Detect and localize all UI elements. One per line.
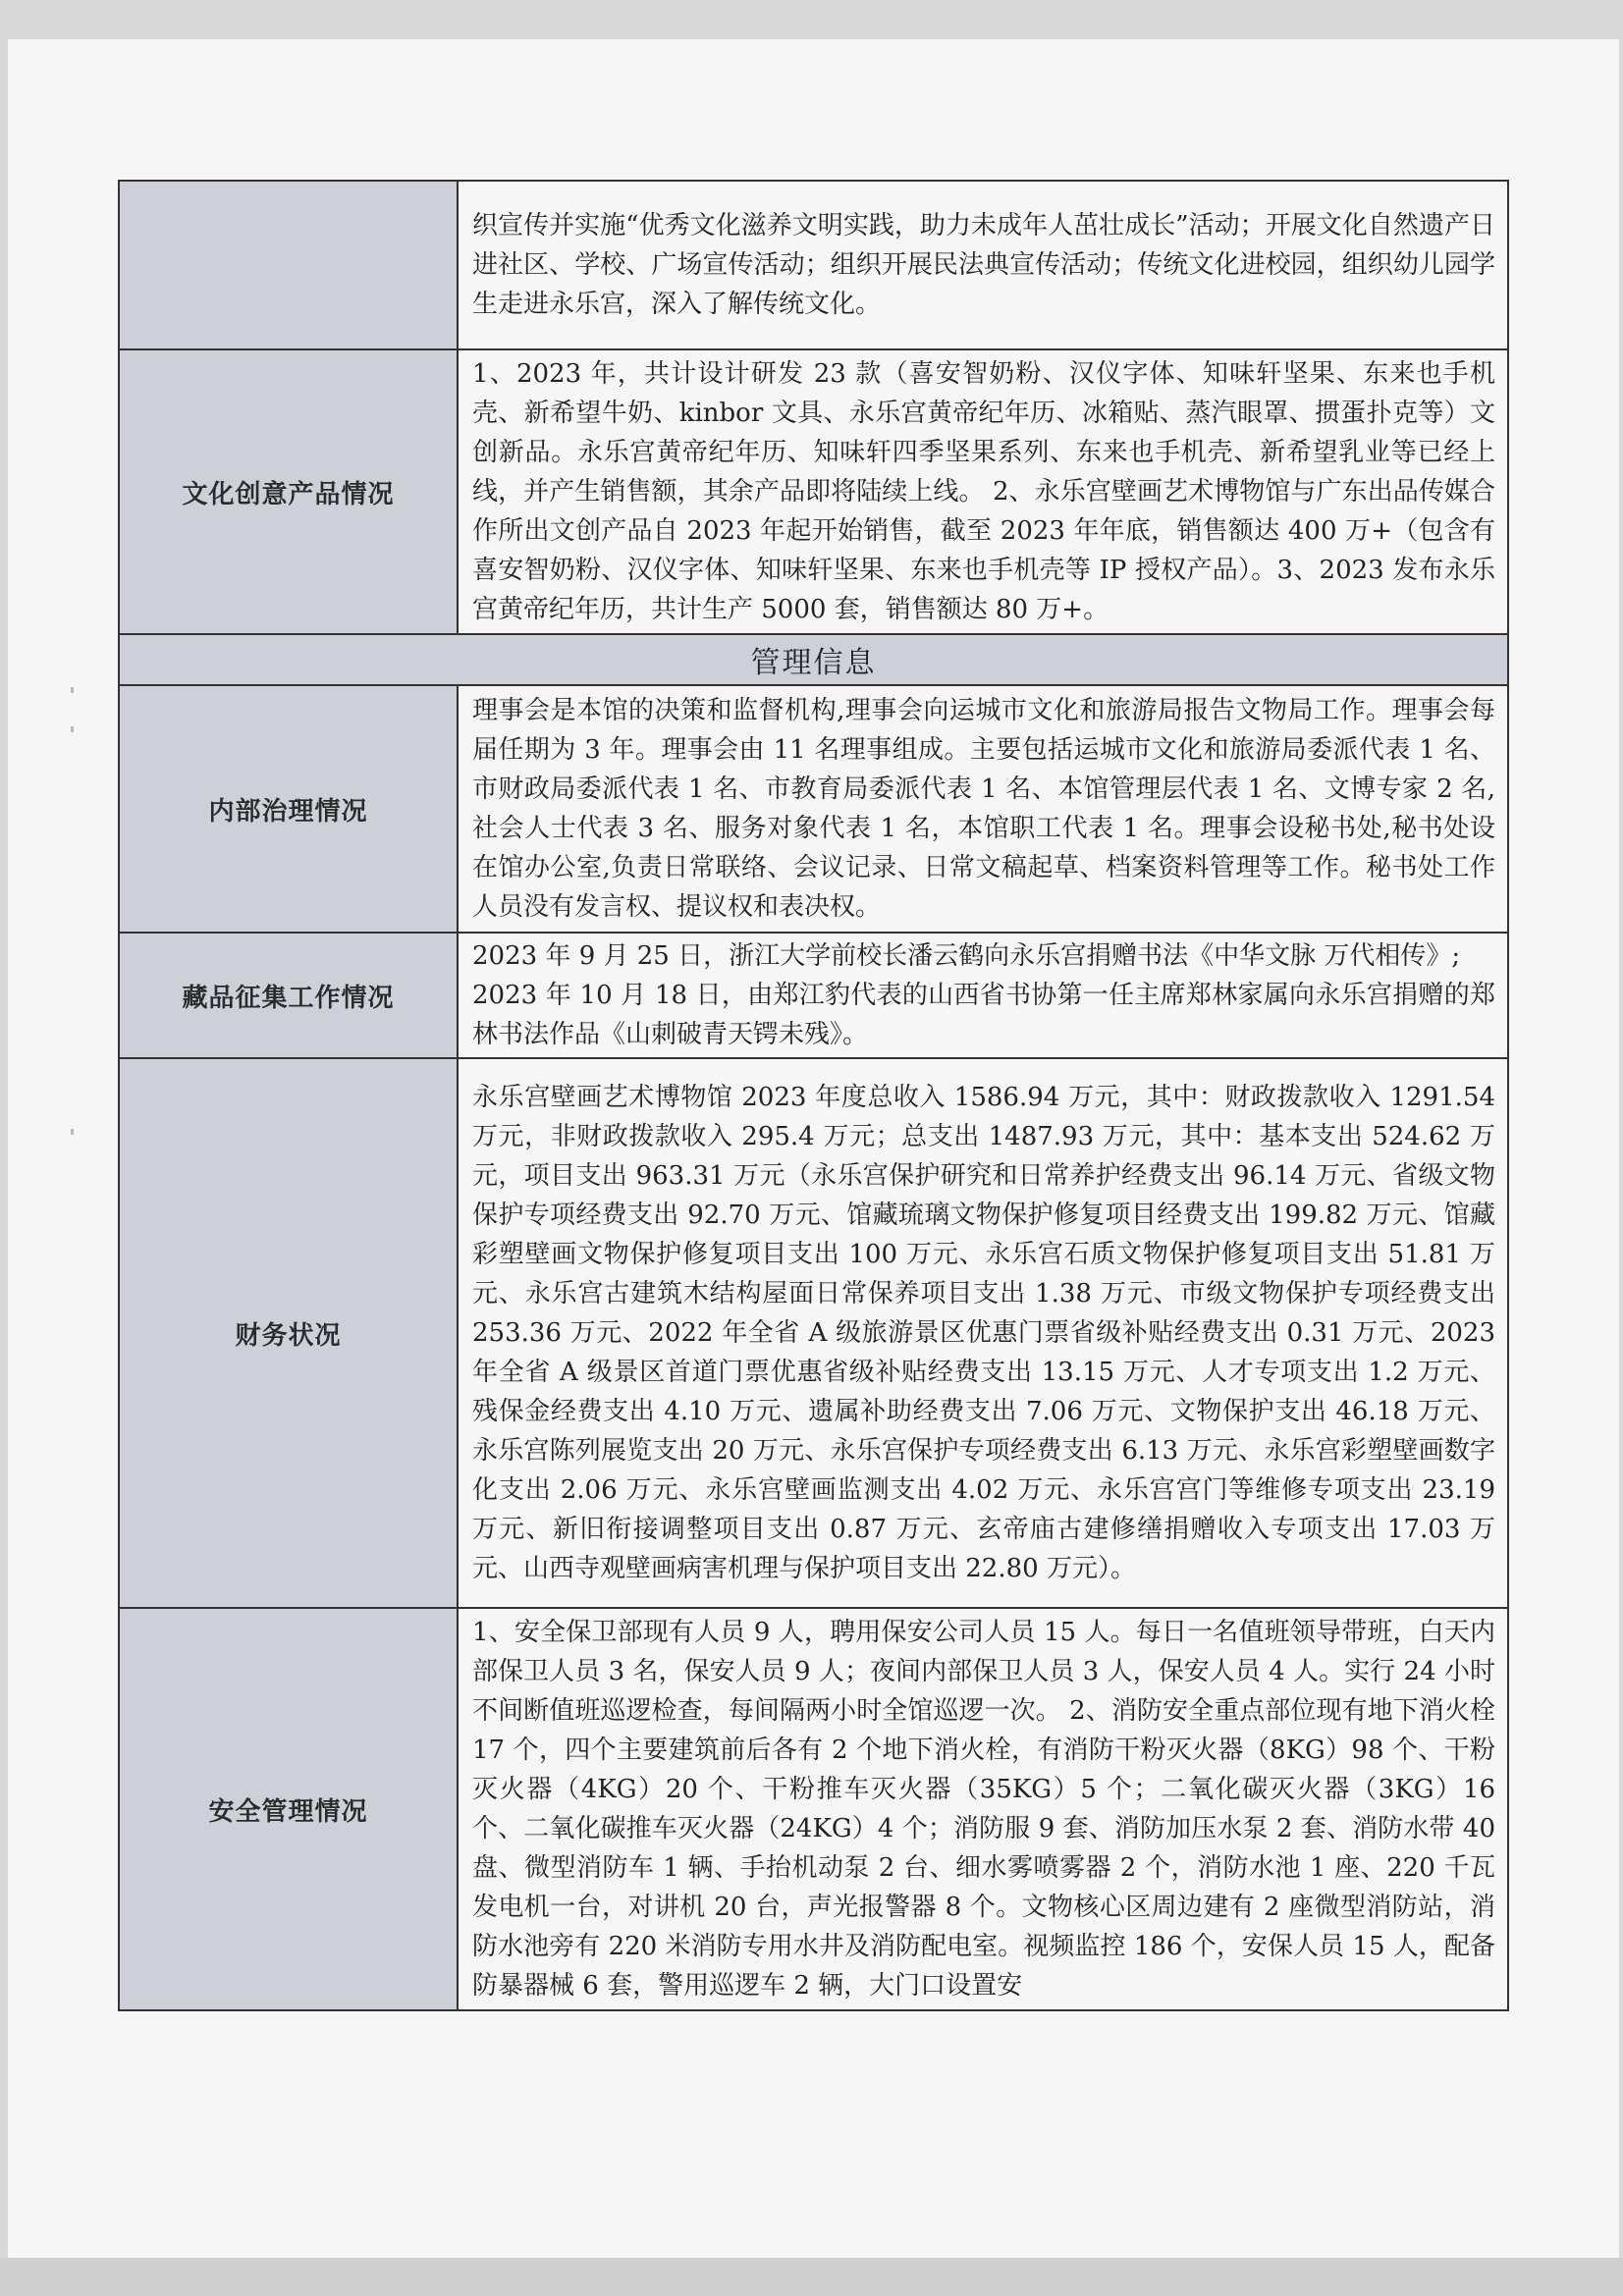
info-table (118, 180, 1509, 2011)
content-paragraph: 2023 年 10 月 18 日，由郑江豹代表的山西省书协第一任主席郑林家属向永乐宫捐赠的郑林书法作品《山刺破青天锷未残》。 (472, 981, 1495, 1049)
row-content (458, 1058, 1508, 1608)
scan-bottom-edge (0, 2258, 1623, 2296)
row-content (458, 685, 1508, 933)
section-header-row (119, 634, 1508, 685)
section-title: 管理信息 (119, 634, 1508, 685)
table-row (119, 349, 1508, 634)
row-label: 安全管理情况 (119, 1608, 458, 2010)
row-label: 文化创意产品情况 (119, 349, 458, 634)
content-paragraph: 1、2023 年，共计设计研发 23 款（喜安智奶粉、汉仪字体、知味轩坚果、东来也手机壳、新希望牛奶、kinbor 文具、永乐宫黄帝纪年历、冰箱贴、蒸汽眼罩、掼蛋扑克等）文创新品。永乐宫黄帝纪年历、知味轩四季坚果系列、东来也手机壳、新希望乳业等已经上线，并产生销售额，其余产品即将陆续上线。 2、永乐宫壁画艺术博物馆与广东出品传媒合作所出文创产品自 2023 年起开始销售，截至 2023 年年底，销售额达 400 万+（包含有喜安智奶粉、汉仪字体、知味轩坚果、东来也手机壳等 IP 授权产品）。3、2023 发布永乐宫黄帝纪年历，共计生产 5000 套，销售额达 80 万+。 (472, 359, 1495, 624)
scan-speck (71, 726, 74, 732)
content-paragraph: 1、安全保卫部现有人员 9 人，聘用保安公司人员 15 人。每日一名值班领导带班，白天内部保卫人员 3 名，保安人员 9 人；夜间内部保卫人员 3 人，保安人员 4 人。实行 24 小时不间断值班巡逻检查，每间隔两小时全馆巡逻一次。 2、消防安全重点部位现有地下消火栓 17 个，四个主要建筑前后各有 2 个地下消火栓，有消防干粉灭火器（8KG）98 个、干粉灭火器（4KG）20 个、干粉推车灭火器（35KG）5 个；二氧化碳灭火器（3KG）16 个、二氧化碳推车灭火器（24KG）4 个；消防服 9 套、消防加压水泵 2 套、消防水带 40 盘、微型消防车 1 辆、手抬机动泵 2 台、细水雾喷雾器 2 个，消防水池 1 座、220 千瓦发电机一台，对讲机 20 台，声光报警器 8 个。文物核心区周边建有 2 座微型消防站，消防水池旁有 220 米消防专用水井及消防配电室。视频监控 186 个，安保人员 15 人，配备防暴器械 6 套，警用巡逻车 2 辆，大门口设置安 (472, 1618, 1495, 2001)
content-paragraph: 织宣传并实施“优秀文化滋养文明实践，助力未成年人茁壮成长”活动；开展文化自然遗产日进社区、学校、广场宣传活动；组织开展民法典宣传活动；传统文化进校园，组织幼儿园学生走进永乐宫，深入了解传统文化。 (472, 211, 1495, 319)
row-content (458, 1608, 1508, 2010)
row-label (119, 181, 458, 349)
scan-speck (71, 1129, 74, 1135)
row-label: 内部治理情况 (119, 685, 458, 933)
content-paragraph: 理事会是本馆的决策和监督机构,理事会向运城市文化和旅游局报告文物局工作。理事会每届任期为 3 年。理事会由 11 名理事组成。主要包括运城市文化和旅游局委派代表 1 名、市财政局委派代表 1 名、市教育局委派代表 1 名、本馆管理层代表 1 名、文博专家 2 名,社会人士代表 3 名、服务对象代表 1 名，本馆职工代表 1 名。理事会设秘书处,秘书处设在馆办公室,负责日常联络、会议记录、日常文稿起草、档案资料管理等工作。秘书处工作人员没有发言权、提议权和表决权。 (472, 696, 1495, 922)
scan-speck (71, 687, 74, 693)
content-paragraph: 2023 年 9 月 25 日，浙江大学前校长潘云鹤向永乐宫捐赠书法《中华文脉 万代相传》; (472, 941, 1461, 971)
row-label: 藏品征集工作情况 (119, 933, 458, 1058)
row-content (458, 349, 1508, 634)
row-content (458, 933, 1508, 1058)
table-row (119, 685, 1508, 933)
row-content (458, 181, 1508, 349)
row-label: 财务状况 (119, 1058, 458, 1608)
content-paragraph: 永乐宫壁画艺术博物馆 2023 年度总收入 1586.94 万元，其中：财政拨款收入 1291.54 万元，非财政拨款收入 295.4 万元；总支出 1487.93 万元，其中：基本支出 524.62 万元，项目支出 963.31 万元（永乐宫保护研究和日常养护经费支出 96.14 万元、省级文物保护专项经费支出 92.70 万元、馆藏琉璃文物保护修复项目经费支出 199.82 万元、馆藏彩塑壁画文物保护修复项目支出 100 万元、永乐宫石质文物保护修复项目支出 51.81 万元、永乐宫古建筑木结构屋面日常保养项目支出 1.38 万元、市级文物保护专项经费支出 253.36 万元、2022 年全省 A 级旅游景区优惠门票省级补贴经费支出 0.31 万元、2023 年全省 A 级景区首道门票优惠省级补贴经费支出 13.15 万元、人才专项支出 1.2 万元、残保金经费支出 4.10 万元、遗属补助经费支出 7.06 万元、文物保护支出 46.18 万元、永乐宫陈列展览支出 20 万元、永乐宫保护专项经费支出 6.13 万元、永乐宫彩塑壁画数字化支出 2.06 万元、永乐宫壁画监测支出 4.02 万元、永乐宫宫门等维修专项支出 23.19 万元、新旧衔接调整项目支出 0.87 万元、玄帝庙古建修缮捐赠收入专项支出 17.03 万元、山西寺观壁画病害机理与保护项目支出 22.80 万元）。 (472, 1083, 1495, 1583)
table-row (119, 1058, 1508, 1608)
table-row (119, 1608, 1508, 2010)
table-row (119, 933, 1508, 1058)
table-row (119, 181, 1508, 349)
